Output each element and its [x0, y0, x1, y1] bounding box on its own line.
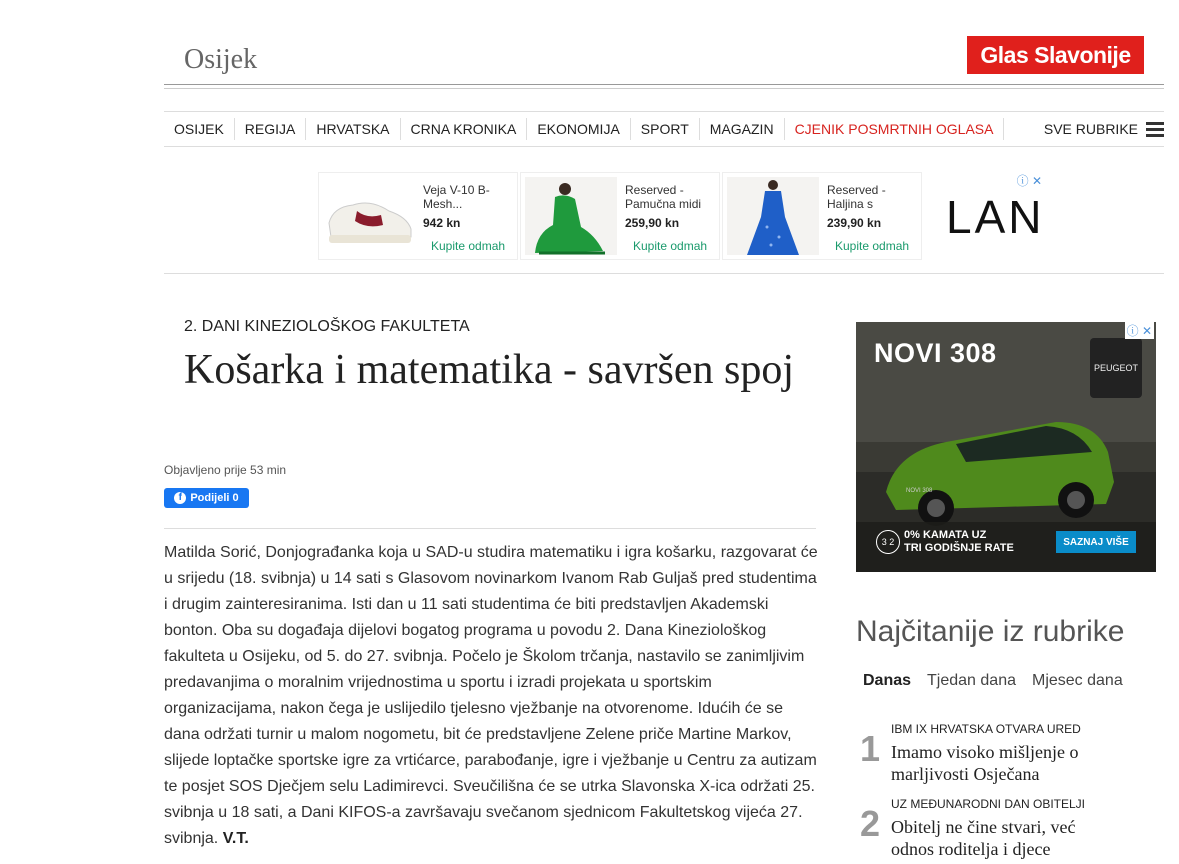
nav-item-regija[interactable]: REGIJA [235, 118, 307, 140]
most-read-tabs [863, 672, 1139, 690]
nav-item-magazin[interactable]: MAGAZIN [700, 118, 785, 140]
ad-card[interactable] [318, 172, 518, 260]
article-body [164, 540, 822, 852]
facebook-icon: f [174, 492, 186, 504]
ad-divider [164, 273, 1164, 274]
article-divider [164, 528, 816, 529]
nav-item-osijek[interactable]: OSIJEK [164, 118, 235, 140]
sneaker-image [323, 177, 415, 255]
most-read-kicker: UZ MEĐUNARODNI DAN OBITELJI [891, 797, 1086, 811]
header-divider-secondary [164, 88, 1164, 89]
site-logo[interactable]: Glas Slavonije [967, 36, 1144, 74]
peugeot-logo: PEUGEOT [1090, 338, 1142, 398]
rate-step-icon: 3 2 [876, 530, 900, 554]
published-time: Objavljeno prije 53 min [164, 463, 287, 477]
nav-item-hrvatska[interactable]: HRVATSKA [306, 118, 400, 140]
license-plate: NOVI 308 [906, 488, 933, 494]
article-kicker: 2. DANI KINEZIOLOŠKOG FAKULTETA [184, 318, 470, 335]
car-ad-title: NOVI 308 [874, 338, 997, 368]
car-ad-offer-line1: 0% KAMATA UZ [904, 529, 987, 541]
article-author: V.T. [222, 830, 249, 847]
facebook-share-button[interactable] [164, 488, 249, 508]
most-read-item[interactable] [858, 797, 1158, 863]
most-read-headline[interactable]: Obitelj ne čine stvari, već odnos roditelja i djece [891, 817, 1076, 859]
nav-item-sport[interactable]: SPORT [631, 118, 700, 140]
nav-item-cjenik-posmrtnih-oglasa[interactable]: CJENIK POSMRTNIH OGLASA [785, 118, 1005, 140]
rank-number: 2 [860, 803, 881, 844]
buy-now-link[interactable]: Kupite odmah [431, 239, 506, 253]
article-title: Košarka i matematika - savršen spoj [184, 347, 794, 393]
tab-today[interactable]: Danas [863, 672, 912, 689]
most-read-title: Najčitanije iz rubrike [856, 615, 1125, 648]
main-nav [164, 111, 1164, 147]
ad-info-close-icon[interactable]: ⓘ ✕ [1016, 174, 1042, 188]
learn-more-button[interactable]: SAZNAJ VIŠE [1056, 531, 1136, 553]
nav-item-ekonomija[interactable]: EKONOMIJA [527, 118, 630, 140]
tab-month[interactable]: Mjesec dana [1032, 672, 1123, 689]
most-read-item[interactable] [858, 722, 1158, 792]
ad-price: 942 kn [423, 216, 461, 230]
share-count: 0 [232, 492, 239, 504]
ad-card[interactable] [722, 172, 922, 260]
header-divider [164, 84, 1164, 85]
all-sections-label: SVE RUBRIKE [1043, 121, 1138, 137]
section-title[interactable]: Osijek [184, 44, 258, 75]
nav-item-crna-kronika[interactable]: CRNA KRONIKA [401, 118, 528, 140]
most-read-headline[interactable]: Imamo visoko mišljenje o marljivosti Osječana [891, 742, 1079, 784]
tab-week[interactable]: Tjedan dana [927, 672, 1016, 689]
all-sections-button[interactable] [1044, 112, 1164, 146]
buy-now-link[interactable]: Kupite odmah [633, 239, 708, 253]
article-body-text: Matilda Sorić, Donjograđanka koja u SAD-u studira matematiku i igra košarku, razgovarat će u srijedu (18. svibnja) u 14 sati s Glasovom novinarkom Ivanom Rab Guljaš pred studentima i drugim zainteresiranima. Isti dan u 11 sati studentima će biti predstavljen Akademski bonton. Oba su događaja dijelovi bogatog programa u povodu 2. Dana Kineziološkog fakulteta u Osijeku, od 5. do 27. svibnja. Počelo je Školom trčanja, nastavilo se zanimljivim predavanjima o moralnim vrijednostima u sportu i izradi projekata u sportskim organizacijama, nakon čega je uslijedilo tjelesno vježbanje na otvorenome. Idućih će se dana održati turnir u malom nogometu, bit će predstavljene Zelene priče Martine Markov, slijede loptačke sportske igre za vrtićarce, parabođanje, igre i vježbanje u Centru za autizam te posjet SOS Dječjem selu Ladimirevci. Sveučilišna će se utrka Slavonska X-ica održati 25. svibnja u 18 sati, a Dani KIFOS-a završavaju svečanom sjednicom Fakultetskog vijeća 27. svibnja. [164, 544, 818, 847]
ad-product-title: Reserved - Pamučna midi [625, 183, 702, 211]
ad-price: 239,90 kn [827, 216, 882, 230]
blue-dress-image [727, 177, 819, 255]
car-ad-banner[interactable] [856, 322, 1156, 572]
ad-product-title: Veja V-10 B-Mesh... [423, 183, 490, 211]
ad-info-close-icon[interactable]: ⓘ ✕ [1126, 324, 1152, 338]
buy-now-link[interactable]: Kupite odmah [835, 239, 910, 253]
green-dress-image [525, 177, 617, 255]
menu-icon [1146, 119, 1164, 140]
ad-card[interactable] [520, 172, 720, 260]
ad-price: 259,90 kn [625, 216, 680, 230]
ad-brand-text[interactable]: LAN [946, 191, 1045, 243]
shopping-ad-banner [318, 172, 1044, 260]
rank-number: 1 [860, 728, 881, 769]
ad-product-title: Reserved - Haljina s [827, 183, 886, 211]
car-ad-offer-line2: TRI GODIŠNJE RATE [904, 542, 1014, 554]
most-read-kicker: IBM IX HRVATSKA OTVARA URED [891, 722, 1081, 736]
share-label: Podijeli [190, 492, 230, 504]
